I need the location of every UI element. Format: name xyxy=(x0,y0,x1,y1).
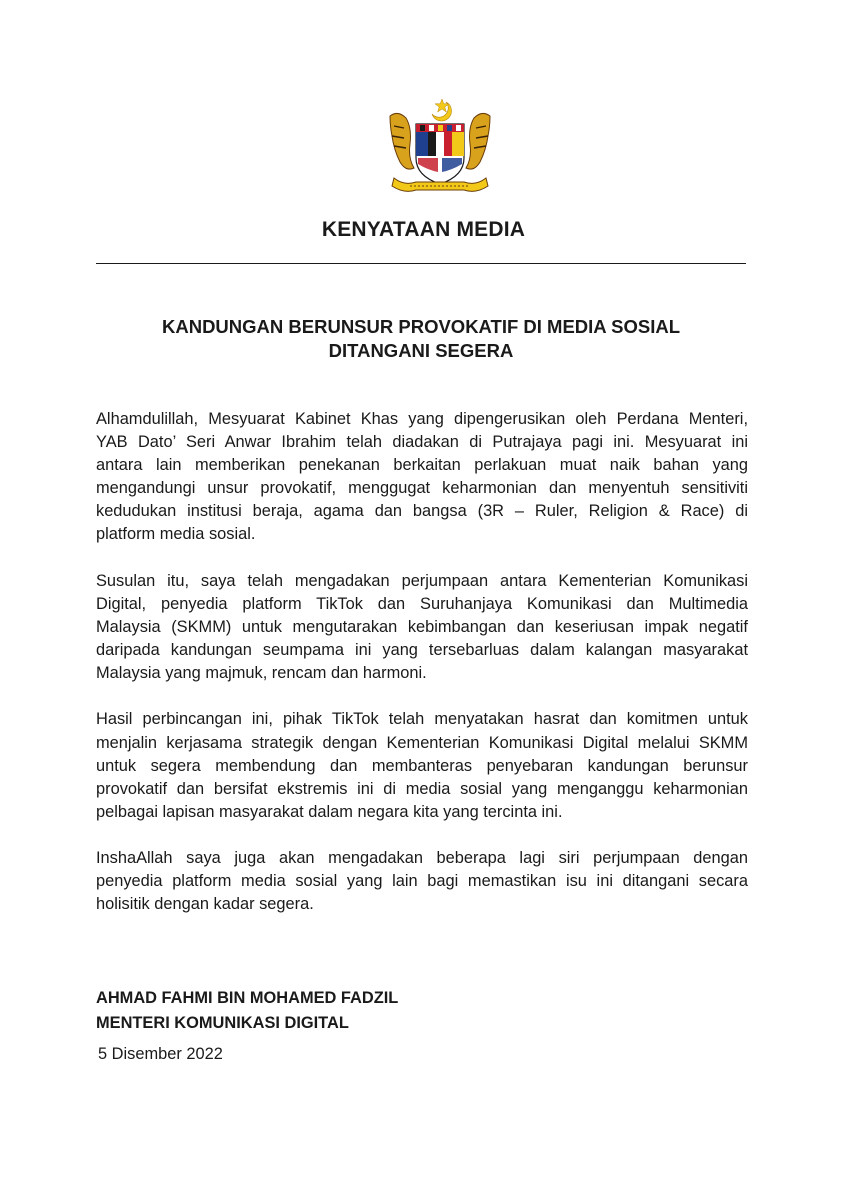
body-line: mengandungi unsur provokatif, menggugat keharmonian dan menyentuh sensitiviti xyxy=(96,479,748,498)
body-paragraph xyxy=(96,570,748,685)
document-title xyxy=(96,315,746,363)
body-paragraph xyxy=(96,708,748,823)
document-header: KENYATAAN MEDIA xyxy=(321,218,526,241)
document-date: 5 Disember 2022 xyxy=(98,1045,223,1063)
body-line: kedudukan institusi beraja, agama dan bangsa (3R – Ruler, Religion & Race) di xyxy=(96,502,748,521)
body-line: holisitik dengan kadar segera. xyxy=(96,895,314,914)
body-line: daripada kandungan seumpama ini yang tersebarluas dalam kalangan masyarakat xyxy=(96,641,748,660)
header-divider xyxy=(96,263,746,264)
signatory-name: AHMAD FAHMI BIN MOHAMED FADZIL xyxy=(96,989,399,1007)
body-line: InshaAllah saya juga akan mengadakan beberapa lagi siri perjumpaan dengan xyxy=(96,849,748,868)
title-line: DITANGANI SEGERA xyxy=(328,340,514,361)
body-line: Malaysia yang majmuk, rencam dan harmoni. xyxy=(96,664,427,683)
title-line: KANDUNGAN BERUNSUR PROVOKATIF DI MEDIA SOSIAL xyxy=(161,316,680,337)
body-line: untuk segera membendung dan membanteras penyebaran kandungan berunsur xyxy=(96,756,748,775)
coat-of-arms-icon xyxy=(380,96,500,200)
body-paragraph xyxy=(96,847,748,916)
body-line: Malaysia (SKMM) untuk mengutarakan kebimbangan dan keseriusan impak negatif xyxy=(96,617,748,636)
body-line: Digital, penyedia platform TikTok dan Suruhanjaya Komunikasi dan Multimedia xyxy=(96,594,748,613)
body-paragraph xyxy=(96,408,748,547)
body-line: Alhamdulillah, Mesyuarat Kabinet Khas yang dipengerusikan oleh Perdana Menteri, xyxy=(96,410,748,428)
body-line: provokatif dan bersifat ekstremis ini di media sosial yang menganggu keharmonian xyxy=(96,779,748,798)
signature-block xyxy=(96,986,398,1035)
body-line: penyedia platform media sosial yang lain bagi memastikan isu ini ditangani secara xyxy=(96,872,748,891)
body-line: antara lain memberikan penekanan berkaitan perlakuan muat naik bahan yang xyxy=(96,456,748,475)
body-line: YAB Dato’ Seri Anwar Ibrahim telah diadakan di Putrajaya pagi ini. Mesyuarat ini xyxy=(96,433,748,452)
body-line: platform media sosial. xyxy=(96,525,256,544)
body-line: Hasil perbincangan ini, pihak TikTok telah menyatakan hasrat dan komitmen untuk xyxy=(96,710,748,729)
body-line: Susulan itu, saya telah mengadakan perjumpaan antara Kementerian Komunikasi xyxy=(96,571,748,590)
document-body xyxy=(96,408,748,940)
body-line: pelbagai lapisan masyarakat dalam negara kita yang tercinta ini. xyxy=(96,802,563,821)
signatory-position: MENTERI KOMUNIKASI DIGITAL xyxy=(96,1013,349,1032)
body-line: menjalin kerjasama strategik dengan Kementerian Komunikasi Digital melalui SKMM xyxy=(96,733,748,752)
